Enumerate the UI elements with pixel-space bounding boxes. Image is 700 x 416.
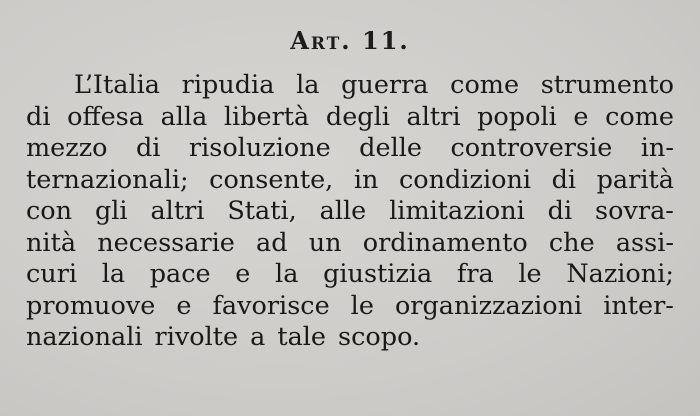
text-line xyxy=(26,196,674,228)
text-line xyxy=(26,228,674,260)
text-line xyxy=(26,102,674,134)
word: limitazioni xyxy=(389,196,525,226)
word: altri xyxy=(150,196,205,226)
word: ad xyxy=(256,227,288,258)
word: altri xyxy=(406,101,461,132)
text-line xyxy=(26,291,674,323)
word: popoli xyxy=(477,101,557,132)
word: guerra xyxy=(341,70,429,100)
text-line xyxy=(26,322,674,354)
word: alla xyxy=(160,101,208,132)
word: scopo. xyxy=(338,322,421,352)
word: sovra- xyxy=(595,196,674,226)
word: di xyxy=(135,133,161,163)
text-line xyxy=(26,165,674,197)
word: risoluzione xyxy=(188,133,331,163)
word: in- xyxy=(640,133,674,163)
word: che xyxy=(548,227,595,258)
word: a xyxy=(250,322,266,352)
word: con xyxy=(26,196,73,226)
word: ordinamento xyxy=(362,227,528,258)
word: nità xyxy=(26,227,77,258)
word: degli xyxy=(325,101,390,132)
word: delle xyxy=(359,133,422,163)
word: un xyxy=(308,227,342,258)
article-heading: Art. 11. xyxy=(290,26,410,55)
word: tale xyxy=(277,322,327,352)
word: giustizia xyxy=(323,259,433,289)
word: condizioni xyxy=(398,164,532,195)
word: ripudia xyxy=(181,70,275,100)
word: rivolte xyxy=(154,322,239,352)
word: pace xyxy=(149,259,211,289)
article-body xyxy=(26,70,674,354)
word: la xyxy=(275,259,299,289)
word: la xyxy=(296,70,320,100)
word: ternazionali; xyxy=(26,164,189,195)
word: favorisce xyxy=(212,290,330,321)
word: curi xyxy=(26,259,78,289)
word: di xyxy=(547,196,573,226)
word: libertà xyxy=(223,101,310,132)
word: alle xyxy=(319,196,367,226)
word: fra xyxy=(456,259,494,289)
word: necessarie xyxy=(97,227,235,258)
word: come xyxy=(605,101,674,132)
word: le xyxy=(350,290,374,321)
word: inter- xyxy=(603,290,674,321)
text-line xyxy=(26,259,674,291)
word: e xyxy=(235,259,251,289)
word: in xyxy=(353,164,379,195)
word: le xyxy=(518,259,542,289)
word: di xyxy=(551,164,577,195)
word: assi- xyxy=(615,227,674,258)
word: gli xyxy=(94,196,128,226)
word: strumento xyxy=(540,70,674,100)
word: Nazioni; xyxy=(566,259,674,289)
word: la xyxy=(101,259,126,289)
word: come xyxy=(450,70,520,100)
word: organizzazioni xyxy=(394,290,583,321)
word: e xyxy=(176,290,192,321)
word: consente, xyxy=(209,164,334,195)
text-line xyxy=(26,133,674,165)
word: parità xyxy=(596,164,674,195)
word: promuove xyxy=(26,290,156,321)
text-line xyxy=(26,70,674,102)
word: L’Italia xyxy=(74,70,160,100)
word: controversie xyxy=(450,133,613,163)
word: Stati, xyxy=(227,196,297,226)
word: mezzo xyxy=(26,133,108,163)
word: e xyxy=(573,101,589,132)
word: di xyxy=(26,101,51,132)
word: nazionali xyxy=(26,322,143,352)
word: offesa xyxy=(67,101,144,132)
